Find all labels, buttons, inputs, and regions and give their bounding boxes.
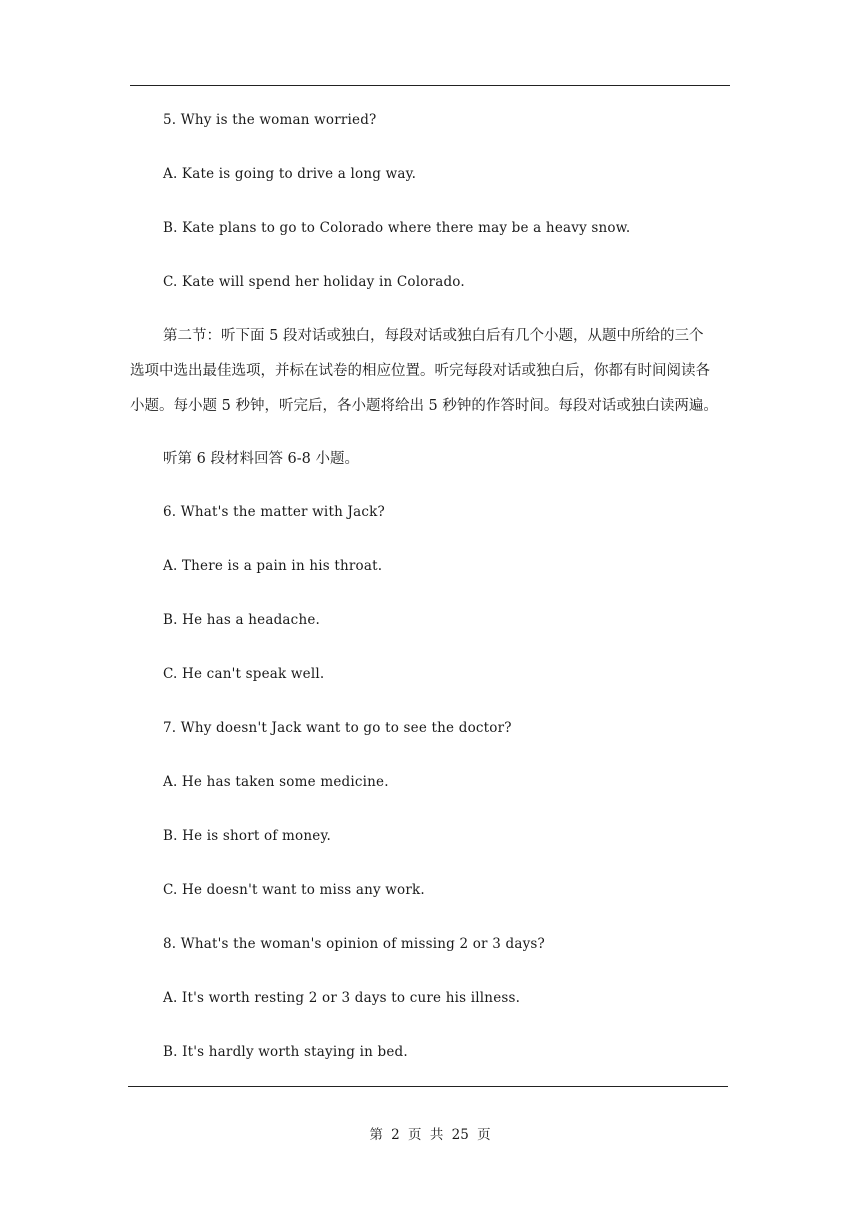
question-7: 7. Why doesn't Jack want to go to see the doctor? <box>163 720 512 736</box>
option-5c: C. Kate will spend her holiday in Colorado. <box>163 274 465 290</box>
option-8a: A. It's worth resting 2 or 3 days to cure his illness. <box>163 990 521 1006</box>
section-instruction-line-3: 小题。每小题 5 秒钟，听完后，各小题将给出 5 秒钟的作答时间。每段对话或独白读两遍。 <box>130 398 718 414</box>
option-7c: C. He doesn't want to miss any work. <box>163 882 425 898</box>
option-7a: A. He has taken some medicine. <box>163 774 389 790</box>
option-5b: B. Kate plans to go to Colorado where there may be a heavy snow. <box>163 220 631 236</box>
question-6: 6. What's the matter with Jack? <box>163 504 385 520</box>
footer-rule <box>128 1086 728 1087</box>
header-rule <box>130 85 730 86</box>
option-8b: B. It's hardly worth staying in bed. <box>163 1044 408 1060</box>
option-6a: A. There is a pain in his throat. <box>163 558 383 574</box>
question-5: 5. Why is the woman worried? <box>163 112 377 128</box>
section-instruction-line-1: 第二节：听下面 5 段对话或独白，每段对话或独白后有几个小题，从题中所给的三个 <box>163 328 704 344</box>
option-6c: C. He can't speak well. <box>163 666 325 682</box>
option-7b: B. He is short of money. <box>163 828 331 844</box>
page-number: 第 2 页 共 25 页 <box>369 1127 491 1143</box>
option-6b: B. He has a headache. <box>163 612 321 628</box>
passage-instruction: 听第 6 段材料回答 6-8 小题。 <box>163 451 360 467</box>
option-5a: A. Kate is going to drive a long way. <box>163 166 417 182</box>
question-8: 8. What's the woman's opinion of missing 2 or 3 days? <box>163 936 545 952</box>
section-instruction-line-2: 选项中选出最佳选项，并标在试卷的相应位置。听完每段对话或独白后，你都有时间阅读各 <box>130 363 710 379</box>
